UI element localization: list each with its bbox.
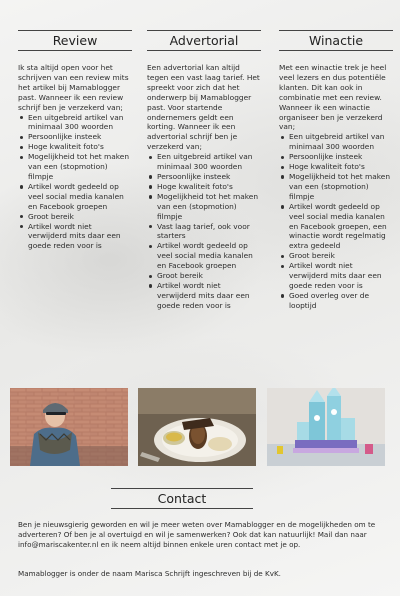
list-item: Een uitgebreid artikel van minimaal 300 woorden <box>147 152 261 172</box>
list-item: Een uitgebreid artikel van minimaal 300 woorden <box>18 113 132 133</box>
review-column <box>18 30 132 251</box>
child-photo <box>10 388 128 466</box>
list-item: Groot bereik <box>279 251 393 261</box>
list-item: Goed overleg over de looptijd <box>279 291 393 311</box>
winactie-heading: Winactie <box>279 30 393 51</box>
list-item: Hoge kwaliteit foto's <box>279 162 393 172</box>
list-item: Hoge kwaliteit foto's <box>147 182 261 192</box>
list-item: Hoge kwaliteit foto's <box>18 142 132 152</box>
list-item: Persoonlijke insteek <box>147 172 261 182</box>
list-item: Groot bereik <box>18 212 132 222</box>
winactie-column <box>279 30 393 311</box>
review-intro: Ik sta altijd open voor het schrijven van een review mits het artikel bij Mamablogger past. Wanneer ik een review schrijf ben je verzekerd van; <box>18 63 129 112</box>
list-item: Mogelijkheid tot het maken van een (stopmotion) filmpje <box>147 192 261 222</box>
lego-castle-photo <box>267 388 385 466</box>
list-item: Vast laag tarief, ook voor starters <box>147 222 261 242</box>
food-photo <box>138 388 256 466</box>
list-item: Persoonlijke insteek <box>18 132 132 142</box>
review-heading: Review <box>18 30 132 51</box>
kvk-notice: Mamablogger is onder de naam Marisca Schrijft ingeschreven bij de KvK. <box>18 569 281 578</box>
list-item: Een uitgebreid artikel van minimaal 300 woorden <box>279 132 393 152</box>
list-item: Artikel wordt gedeeld op veel social media kanalen en Facebook groepen <box>147 241 261 271</box>
list-item: Mogelijkheid tot het maken van een (stopmotion) filmpje <box>18 152 132 182</box>
advertorial-intro: Een advertorial kan altijd tegen een vast laag tarief. Het spreekt voor zich dat het onderwerp bij Mamablogger past. Voor startende ondernemers geldt een korting. Wanneer ik een advertorial schrijf ben je verzekerd van; <box>147 63 260 152</box>
advertorial-heading: Advertorial <box>147 30 261 51</box>
child-photo-illustration <box>10 388 128 466</box>
review-list <box>18 113 132 252</box>
list-item: Groot bereik <box>147 271 261 281</box>
advertorial-column <box>147 30 261 311</box>
list-item: Artikel wordt niet verwijderd mits daar een goede reden voor is <box>147 281 261 311</box>
list-item: Persoonlijke insteek <box>279 152 393 162</box>
winactie-list <box>279 132 393 310</box>
contact-heading: Contact <box>111 488 253 509</box>
list-item: Artikel wordt gedeeld op veel social media kanalen en Facebook groepen, een winactie wordt regelmatig extra gedeeld <box>279 202 393 252</box>
list-item: Artikel wordt niet verwijderd mits daar een goede reden voor is <box>279 261 393 291</box>
contact-paragraph: Ben je nieuwsgierig geworden en wil je meer weten over Mamablogger en de mogelijkheden om te adverteren? Of ben je al overtuigd en wil je samenwerken? Ook dat kan natuurlijk! Mail dan naar info@mariscakenter.nl en ik neem altijd binnen enkele uren contact met je op. <box>18 520 376 549</box>
food-photo-illustration <box>138 388 256 466</box>
advertorial-list <box>147 152 261 311</box>
list-item: Artikel wordt niet verwijderd mits daar een goede reden voor is <box>18 222 132 252</box>
lego-castle-photo-illustration <box>267 388 385 466</box>
winactie-intro: Met een winactie trek je heel veel lezers en dus potentiële klanten. Dit kan ook in combinatie met een review. Wanneer ik een winactie organiseer ben je verzekerd van; <box>279 63 387 132</box>
list-item: Mogelijkheid tot het maken van een (stopmotion) filmpje <box>279 172 393 202</box>
list-item: Artikel wordt gedeeld op veel social media kanalen en Facebook groepen <box>18 182 132 212</box>
